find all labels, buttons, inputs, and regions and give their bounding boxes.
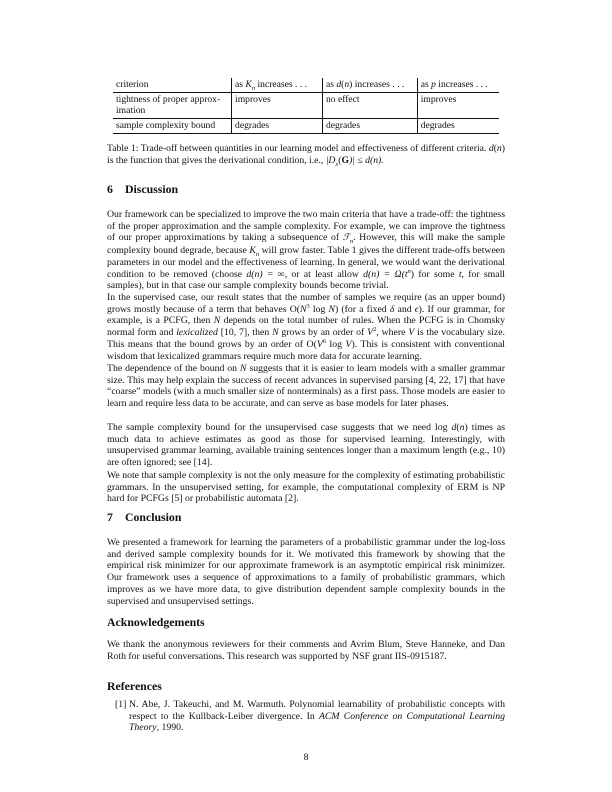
table-row: [113, 93, 499, 119]
reference-item: [107, 699, 505, 734]
table-header-row: [113, 78, 499, 93]
acknowledgements-heading: Acknowledgements: [107, 615, 205, 629]
table-cell: improves: [232, 93, 323, 119]
table-row: [113, 119, 499, 134]
table-cell: tightness of proper approx-imation: [113, 93, 232, 119]
header-criterion: criterion: [113, 78, 232, 93]
page-number: 8: [303, 752, 309, 763]
header-dn: as d(n) increases . . .: [322, 78, 417, 93]
table-caption: Table 1: Trade-off between quantities in our learning model and effectiveness of different criteria. d(n) is the function that gives the derivational condition, i.e., $|D_x(G)| \le d(n)$.: [107, 143, 505, 168]
section-heading-conclusion: 7 Conclusion: [107, 510, 182, 524]
references-heading: References: [107, 679, 162, 693]
header-kn: as $K_n$ increases . . .: [232, 78, 323, 93]
section-heading-discussion: 6 Discussion: [107, 182, 179, 196]
reference-text: N. Abe, J. Takeuchi, and M. Warmuth. Polynomial learnability of probabilistic concepts with respect to the Kullback-Leiber divergence. In ACM Conference on Computational Learning Theory, 1990.: [129, 699, 505, 734]
paragraph-2: In the supervised case, our result states that the number of samples we require (as an upper bound) grows mostly because of a term that behaves $O(N^3$ log N) (for a fixed δ and ϵ). If our grammar, for example, is a PCFG, then N depends on the total number of rules. When the PCFG is in Chomsky normal form and lexicalized [10, 7], then N grows by an order of $V^2$, where V is the vocabulary size. This means that the bound grows by an order of $O(V^6$ log V). This is consistent with conventional wisdom that lexicalized grammars require much more data for accurate learning.: [107, 292, 505, 362]
tradeoff-table: [113, 78, 499, 134]
table-cell: no effect: [322, 93, 417, 119]
table-cell: sample complexity bound: [113, 119, 232, 134]
header-p: as p increases . . .: [417, 78, 499, 93]
paragraph-6: We presented a framework for learning the parameters of a probabilistic grammar under the log-loss and derived sample complexity bounds for it. We motivated this framework by showing that the empirical risk minimizer for our approximate framework is an asymptotic empirical risk minimizer. Our framework uses a sequence of approximations to a family of probabilistic grammars, which improves as we have more data, to give distribution dependent sample complexity bounds in the supervised and unsupervised settings.: [107, 537, 505, 607]
table-cell: improves: [417, 93, 499, 119]
paragraph-3: The dependence of the bound on N suggests that it is easier to learn models with a smaller grammar size. This may help explain the success of recent advances in supervised parsing [4, 22, 17] that have “coarse” models (with a much smaller size of nonterminals) as a first pass. Those models are easier to learn and require less data to be accurate, and can serve as base models for later phases.: [107, 363, 505, 410]
table-cell: degrades: [417, 119, 499, 134]
acknowledgements-text: We thank the anonymous reviewers for their comments and Avrim Blum, Steve Hanneke, and Dan Roth for useful conversations. This research was supported by NSF grant IIS-0915187.: [107, 639, 505, 662]
table-cell: degrades: [322, 119, 417, 134]
paragraph-5: We note that sample complexity is not the only measure for the complexity of estimating probabilistic grammars. In the unsupervised setting, for example, the computational complexity of ERM is NP hard for PCFGs [5] or probabilistic automata [2].: [107, 470, 505, 505]
paragraph-4: The sample complexity bound for the unsupervised case suggests that we need log d(n) times as much data to achieve estimates as good as those for supervised learning. Interestingly, with unsupervised grammar learning, available training sentences longer than a maximum length (e.g., 10) are often ignored; see [14].: [107, 422, 505, 469]
table-cell: degrades: [232, 119, 323, 134]
reference-number: [1]: [115, 699, 127, 710]
paragraph-1: Our framework can be specialized to improve the two main criteria that have a trade-off: the tightness of the proper approximation and the sample complexity. For example, we can improve the tightness of our proper approximations by taking a subsequence of ℱ$_n$. However, this will make the sample complexity bound degrade, because $K_n$ will grow faster. Table 1 gives the different trade-offs between parameters in our model and the effectiveness of learning. In general, we would want the derivational condition to be removed (choose d(n) = ∞, or at least allow $d(n) = \Omega(t^n)$ for some t, for small samples), but in that case our sample complexity bounds become trivial.: [107, 209, 505, 292]
